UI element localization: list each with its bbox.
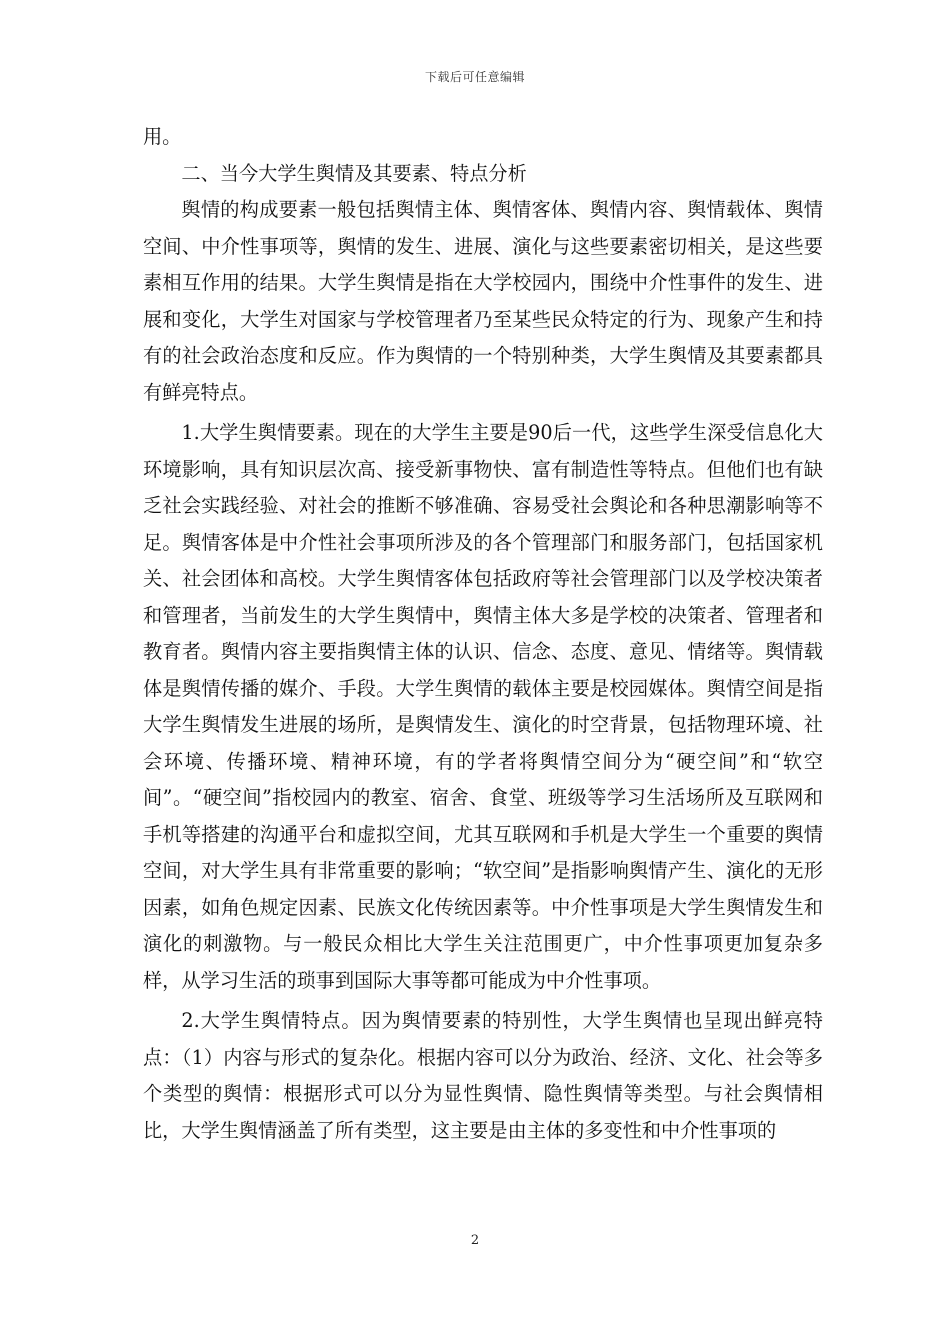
page-header: 下载后可任意编辑 [424,70,525,84]
paragraph-1: 舆情的构成要素一般包括舆情主体、舆情客体、舆情内容、舆情载体、舆情空间、中介性事项等，舆情的发生、进展、演化与这些要素密切相关，是这些要素相互作用的结果。大学生舆情是指在大学校园内，围绕中介性事件的发生、进展和变化，大学生对国家与学校管理者乃至某些民众特定的行为、现象产生和持有的社会政治态度和反应。作为舆情的一个特别种类，大学生舆情及其要素都具有鲜亮特点。 [143,198,823,404]
paragraph-2: 1.大学生舆情要素。现在的大学生主要是90后一代，这些学生深受信息化大环境影响，具有知识层次高、接受新事物快、富有制造性等特点。但他们也有缺乏社会实践经验、对社会的推断不够准确、容易受社会舆论和各种思潮影响等不足。舆情客体是中介性社会事项所涉及的各个管理部门和服务部门，包括国家机关、社会团体和高校。大学生舆情客体包括政府等社会管理部门以及学校决策者和管理者，当前发生的大学生舆情中，舆情主体大多是学校的决策者、管理者和教育者。舆情内容主要指舆情主体的认识、信念、态度、意见、情绪等。舆情载体是舆情传播的媒介、手段。大学生舆情的载体主要是校园媒体。舆情空间是指大学生舆情发生进展的场所，是舆情发生、演化的时空背景，包括物理环境、社会环境、传播环境、精神环境，有的学者将舆情空间分为“硬空间”和“软空间”。“硬空间”指校园内的教室、宿舍、食堂、班级等学习生活场所及互联网和手机等搭建的沟通平台和虚拟空间，尤其互联网和手机是大学生一个重要的舆情空间，对大学生具有非常重要的影响；“软空间”是指影响舆情产生、演化的无形因素，如角色规定因素、民族文化传统因素等。中介性事项是大学生舆情发生和演化的刺激物。与一般民众相比大学生关注范围更广，中介性事项更加复杂多样，从学习生活的琐事到国际大事等都可能成为中介性事项。 [143,421,823,992]
document-body [143,119,823,1149]
paragraph-3: 2.大学生舆情特点。因为舆情要素的特别性，大学生舆情也呈现出鲜亮特点：（1）内容与形式的复杂化。根据内容可以分为政治、经济、文化、社会等多个类型的舆情：根据形式可以分为显性舆情、隐性舆情等类型。与社会舆情相比，大学生舆情涵盖了所有类型，这主要是由主体的多变性和中介性事项的 [143,1009,823,1142]
section-heading: 二、当今大学生舆情及其要素、特点分析 [181,161,527,185]
continuation-text: 用。 [143,125,182,148]
page-number: 2 [470,1233,480,1248]
